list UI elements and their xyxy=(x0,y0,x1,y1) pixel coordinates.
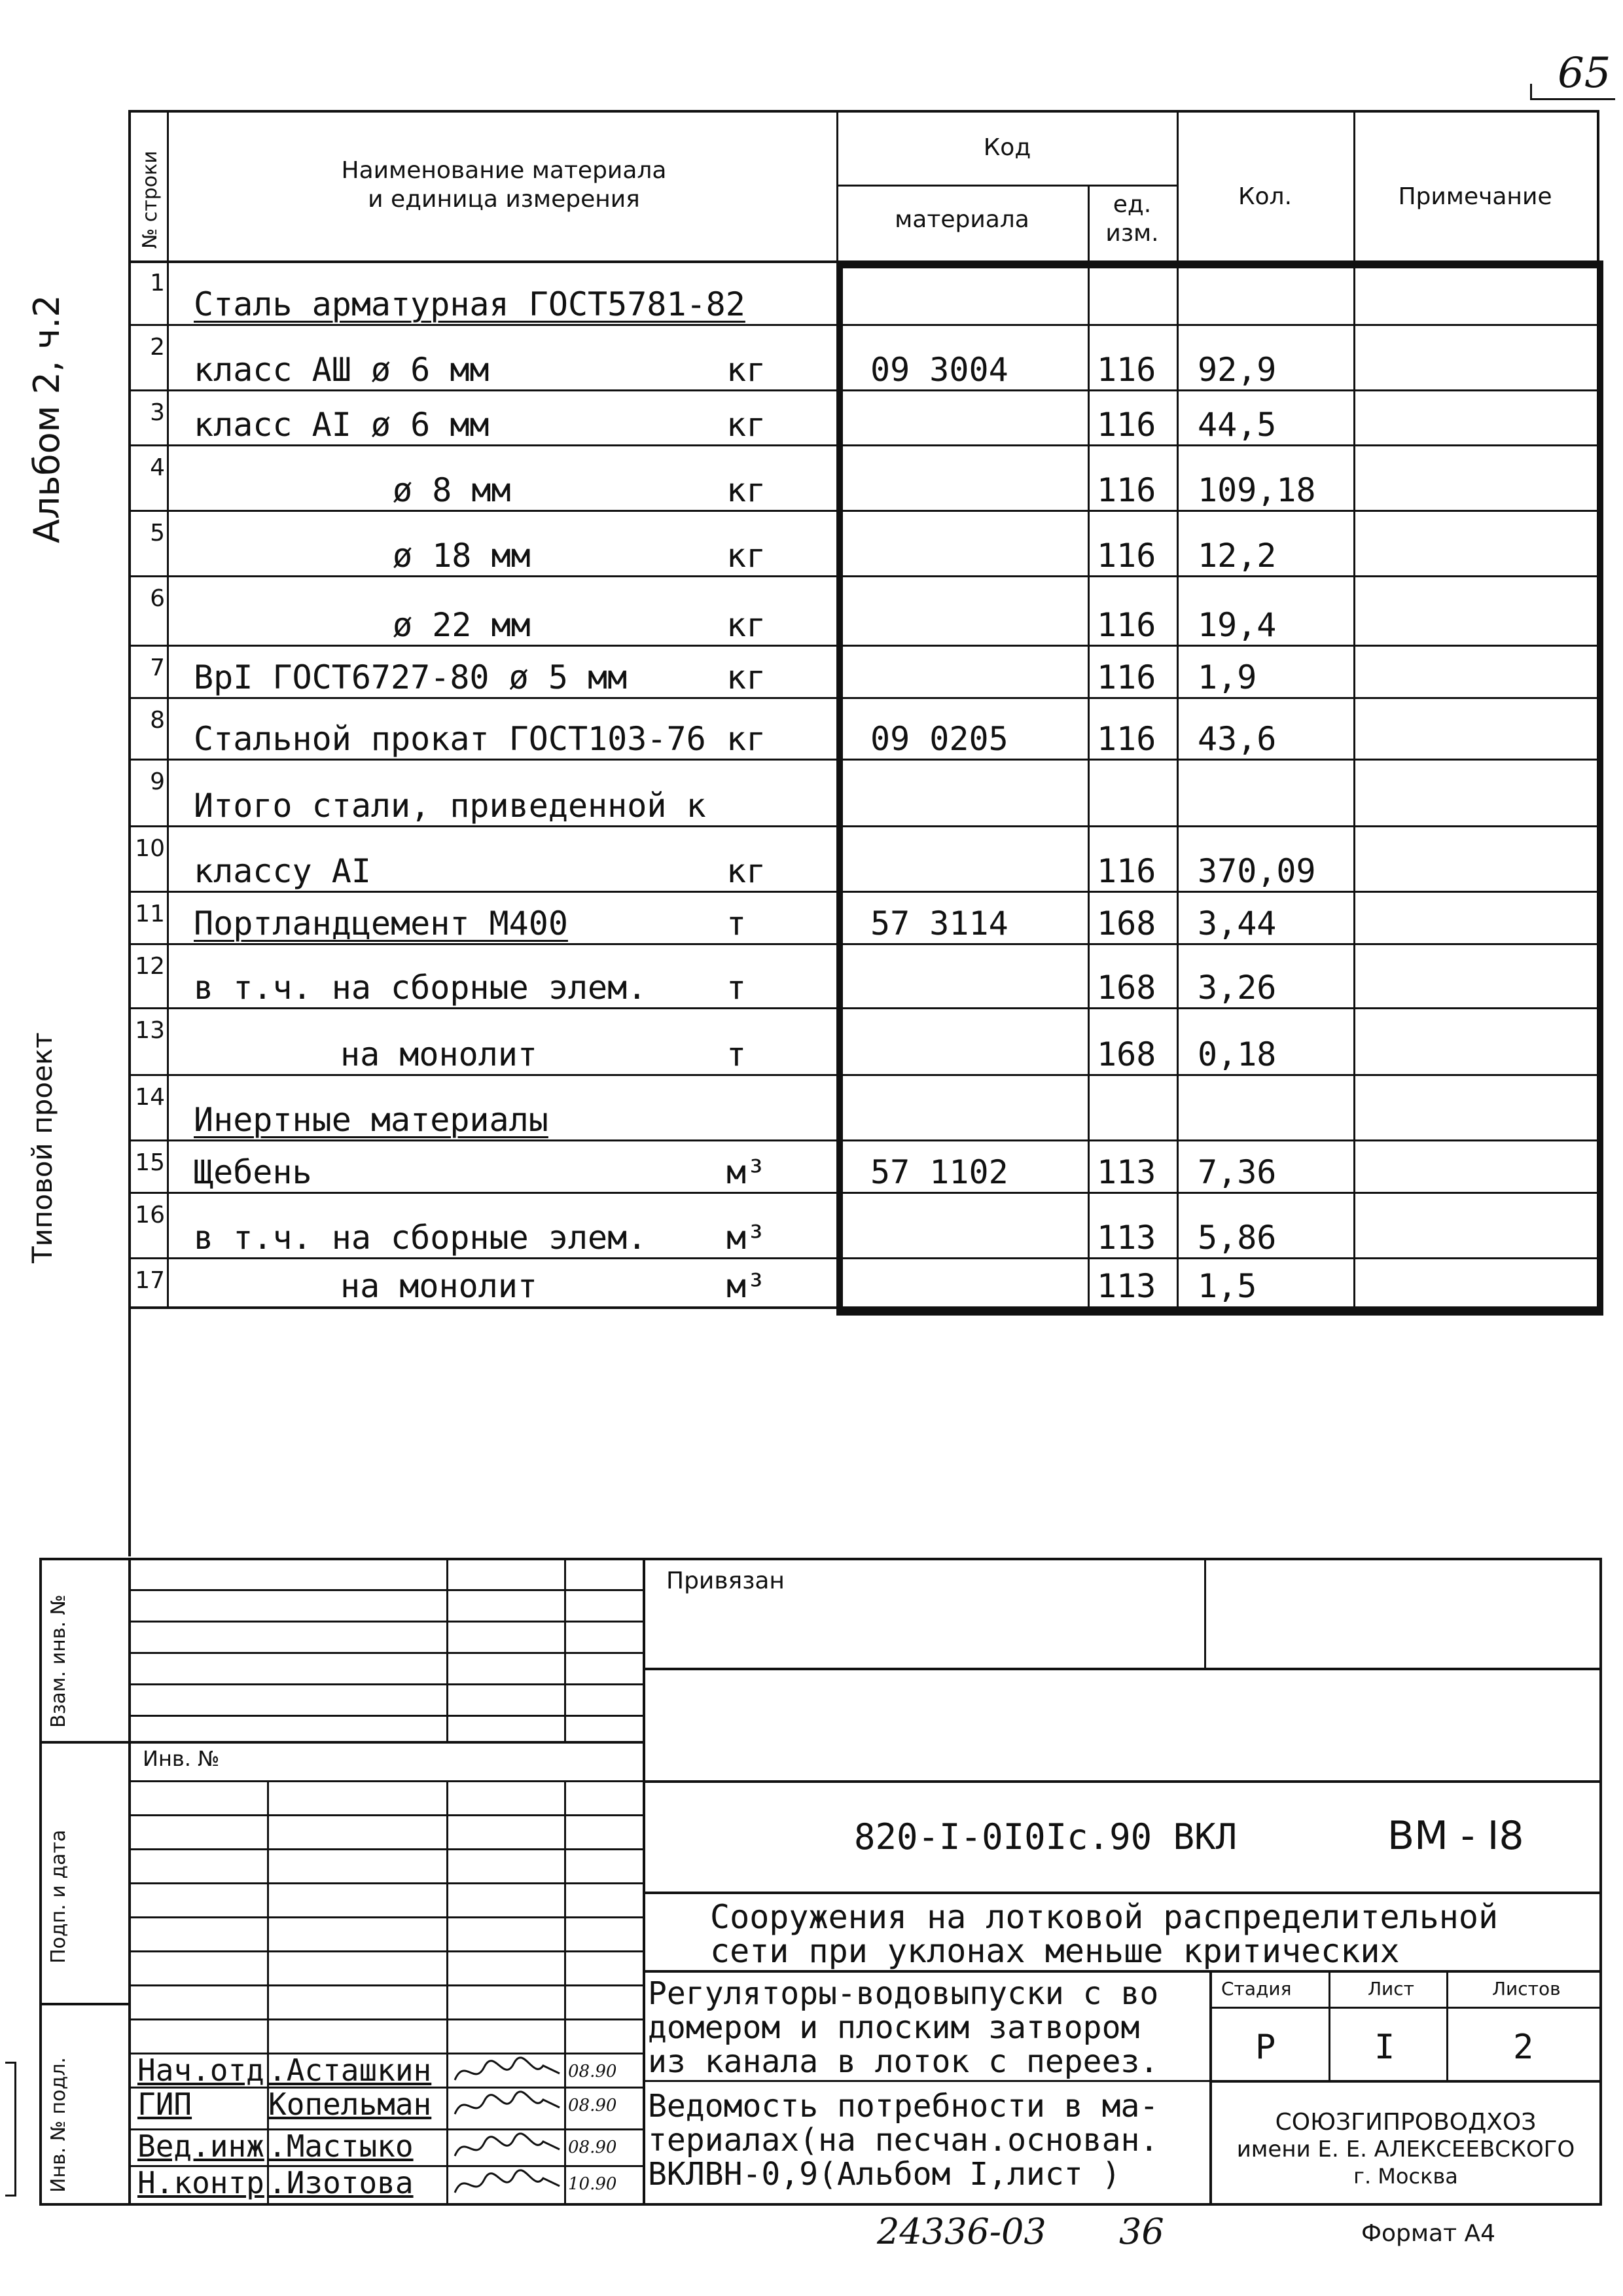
material-name: на монолит xyxy=(340,1035,538,1073)
table-top-border xyxy=(128,110,1599,113)
project-label: Типовой проект xyxy=(26,1032,58,1263)
material-name: класс АШ ø 6 мм xyxy=(194,351,490,389)
stamp-grid-h9 xyxy=(128,1848,643,1850)
row-number: 8 xyxy=(150,707,165,734)
row-line xyxy=(128,324,1599,326)
stamp-side-left xyxy=(39,1558,42,2206)
stamp-top xyxy=(39,1558,1602,1560)
signature-scribble xyxy=(452,2054,563,2090)
stamp-grid-h12 xyxy=(128,1950,643,1952)
material-name: Сталь арматурная ГОСТ5781-82 xyxy=(194,285,745,323)
row-number: 4 xyxy=(150,454,165,481)
quantity: 12,2 xyxy=(1198,537,1277,575)
unit-code: 116 xyxy=(1097,351,1156,389)
signer-date: 10.90 xyxy=(568,2174,617,2194)
signer-name: .Мастыко xyxy=(268,2128,414,2164)
header-note: Примечание xyxy=(1398,183,1552,210)
title-row-bottom xyxy=(643,1970,1602,1973)
row-number: 7 xyxy=(150,655,165,681)
unit-of-measure: м³ xyxy=(726,1267,766,1305)
row-line xyxy=(128,1074,1599,1076)
row-number: 6 xyxy=(150,585,165,612)
unit-code: 116 xyxy=(1097,720,1156,758)
unit-code: 116 xyxy=(1097,537,1156,575)
stamp-grid-h6 xyxy=(128,1741,643,1744)
page-number: 65 xyxy=(1558,49,1611,98)
material-name: на монолит xyxy=(340,1267,538,1305)
quantity: 0,18 xyxy=(1198,1035,1277,1073)
unit-code: 113 xyxy=(1097,1219,1156,1257)
unit-code: 168 xyxy=(1097,1035,1156,1073)
side-podp-label: Подп. и дата xyxy=(47,1829,70,1964)
stamp-grid-h3 xyxy=(128,1652,643,1654)
stamp-grid-h7 xyxy=(128,1780,643,1782)
stamp-left xyxy=(128,1558,131,2206)
row-line xyxy=(128,891,1599,893)
signer-role: Вед.инж xyxy=(137,2128,264,2164)
unit-of-measure: м³ xyxy=(726,1153,766,1191)
row-number: 5 xyxy=(150,520,165,547)
unit-code: 168 xyxy=(1097,905,1156,942)
signer-role: ГИП xyxy=(137,2087,192,2122)
row-line xyxy=(128,1139,1599,1141)
signer-role: Нач.отд xyxy=(137,2053,264,2088)
signer-name: .Асташкин xyxy=(268,2053,432,2088)
desc2-line3: ВКЛВН-0,9(Альбом I,лист ) xyxy=(648,2156,1121,2193)
page-number-tick xyxy=(1530,84,1532,99)
stage-value: Р xyxy=(1255,2028,1276,2067)
header-code: Код xyxy=(983,134,1031,161)
unit-code: 116 xyxy=(1097,658,1156,696)
unit-of-measure: кг xyxy=(726,606,766,644)
material-name: ø 8 мм xyxy=(393,471,511,509)
row-line xyxy=(128,759,1599,761)
row-line xyxy=(128,825,1599,827)
quantity: 1,9 xyxy=(1198,658,1257,696)
unit-code: 116 xyxy=(1097,406,1156,444)
signer-date: 08.90 xyxy=(568,2062,617,2081)
sheets-value: 2 xyxy=(1513,2028,1534,2067)
quantity: 92,9 xyxy=(1198,351,1277,389)
header-row-no: № строки xyxy=(139,151,162,249)
material-code: 09 0205 xyxy=(870,720,1008,758)
unit-code: 113 xyxy=(1097,1153,1156,1191)
material-name: Щебень xyxy=(194,1153,312,1191)
desc-split xyxy=(643,2080,1209,2082)
unit-of-measure: кг xyxy=(726,351,766,389)
inv-no-label: Инв. № xyxy=(143,1746,220,1771)
signer-role: Н.контр xyxy=(137,2165,264,2200)
unit-of-measure: т xyxy=(726,969,747,1007)
side-vzam-label: Взам. инв. № xyxy=(47,1594,70,1728)
title-line1: Сооружения на лотковой распределительной xyxy=(710,1898,1499,1936)
stage-label: Стадия xyxy=(1221,1978,1292,2000)
quantity: 5,86 xyxy=(1198,1219,1277,1257)
code-row-bottom xyxy=(643,1892,1602,1894)
row-line xyxy=(128,943,1599,945)
unit-of-measure: кг xyxy=(726,537,766,575)
stamp-grid-h14 xyxy=(128,2018,643,2020)
code-row-top xyxy=(643,1780,1602,1783)
desc-line2: домером и плоским затвором xyxy=(648,2009,1140,2046)
row-line xyxy=(128,645,1599,647)
privyazan-bottom xyxy=(643,1668,1602,1670)
unit-of-measure: кг xyxy=(726,406,766,444)
quantity: 19,4 xyxy=(1198,606,1277,644)
quantity: 44,5 xyxy=(1198,406,1277,444)
row-line xyxy=(128,575,1599,577)
material-name: Портландцемент М400 xyxy=(194,905,568,942)
stamp-grid-v5 xyxy=(564,1780,566,2203)
org-line1: СОЮЗГИПРОВОДХОЗ xyxy=(1275,2109,1537,2136)
unit-code: 116 xyxy=(1097,852,1156,890)
col-line-rownum xyxy=(167,110,169,1309)
row-line xyxy=(128,510,1599,512)
unit-code: 116 xyxy=(1097,606,1156,644)
row-number: 12 xyxy=(135,953,165,980)
sheet-code: ВМ - I8 xyxy=(1387,1813,1524,1859)
signer-name: .Изотова xyxy=(268,2165,414,2200)
row-number: 9 xyxy=(150,768,165,795)
row-number: 10 xyxy=(135,835,165,862)
row-number: 13 xyxy=(135,1017,165,1044)
quantity: 43,6 xyxy=(1198,720,1277,758)
header-qty: Кол. xyxy=(1238,183,1293,210)
org-line3: г. Москва xyxy=(1353,2164,1458,2189)
material-code: 57 1102 xyxy=(870,1153,1008,1191)
row-number: 3 xyxy=(150,399,165,426)
stamp-grid-v2 xyxy=(564,1558,566,1741)
header-unit-line1: ед. xyxy=(1113,191,1152,218)
table-left-border xyxy=(128,110,131,1556)
sheets-label: Листов xyxy=(1492,1978,1561,2000)
material-name: Стальной прокат ГОСТ103-76 xyxy=(194,720,706,758)
stage-div2 xyxy=(1446,1970,1448,2081)
stamp-grid-h11 xyxy=(128,1916,643,1918)
quantity: 109,18 xyxy=(1198,471,1316,509)
stamp-grid-h8 xyxy=(128,1814,643,1816)
col-line-name xyxy=(836,110,838,262)
signature-scribble xyxy=(452,2088,563,2125)
desc2-line2: териалах(на песчан.основан. xyxy=(648,2122,1159,2159)
material-name: ø 22 мм xyxy=(393,606,531,644)
row-number: 17 xyxy=(135,1267,165,1294)
side-inv-label: Инв. № подл. xyxy=(47,2057,70,2193)
material-code: 09 3004 xyxy=(870,351,1008,389)
stamp-grid-h10 xyxy=(128,1882,643,1884)
stamp-side-div1 xyxy=(39,1741,131,1744)
row-line xyxy=(128,1192,1599,1194)
stamp-side-div2 xyxy=(39,2003,131,2005)
row-number: 14 xyxy=(135,1084,165,1111)
row-number: 1 xyxy=(150,270,165,296)
stage-div1 xyxy=(1329,1970,1330,2081)
signature-scribble xyxy=(452,2130,563,2166)
unit-of-measure: кг xyxy=(726,852,766,890)
stamp-grid-h2 xyxy=(128,1621,643,1623)
side-bracket-mark xyxy=(5,2062,16,2197)
row-number: 15 xyxy=(135,1149,165,1176)
quantity: 3,26 xyxy=(1198,969,1277,1007)
material-code: 57 3114 xyxy=(870,905,1008,942)
desc2-line1: Ведомость потребности в ма- xyxy=(648,2088,1159,2125)
unit-of-measure: т xyxy=(726,1035,747,1073)
material-name: класс АI ø 6 мм xyxy=(194,406,490,444)
signer-date: 08.90 xyxy=(568,2138,617,2157)
row-line xyxy=(128,697,1599,699)
stamp-grid-v1 xyxy=(446,1558,448,1741)
unit-of-measure: кг xyxy=(726,471,766,509)
row-line xyxy=(128,389,1599,391)
stamp-grid-v4 xyxy=(446,1780,448,2203)
desc-line3: из канала в лоток с переез. xyxy=(648,2043,1159,2080)
unit-of-measure: м³ xyxy=(726,1219,766,1257)
stamp-grid-h1 xyxy=(128,1589,643,1591)
stage-label-line xyxy=(1209,2007,1602,2009)
row-number: 2 xyxy=(150,334,165,361)
privyazan-label: Привязан xyxy=(666,1568,785,1594)
unit-code: 116 xyxy=(1097,471,1156,509)
stamp-grid-h5 xyxy=(128,1715,643,1717)
stamp-grid-h13 xyxy=(128,1984,643,1986)
page-number-underline xyxy=(1530,98,1615,100)
row-number: 11 xyxy=(135,901,165,927)
material-name: ВрI ГОСТ6727-80 ø 5 мм xyxy=(194,658,628,696)
desc-line1: Регуляторы-водовыпуски с во xyxy=(648,1975,1159,2012)
privyazan-divider xyxy=(1204,1558,1206,1669)
code-subheader-line xyxy=(836,185,1178,187)
bottom-page: 36 xyxy=(1119,2211,1164,2252)
format-label: Формат А4 xyxy=(1361,2220,1496,2247)
signer-date: 08.90 xyxy=(568,2096,617,2115)
material-name: в т.ч. на сборные элем. xyxy=(194,1219,647,1257)
stage-bottom-line xyxy=(1209,2080,1602,2083)
row-line xyxy=(128,1007,1599,1009)
unit-of-measure: кг xyxy=(726,658,766,696)
quantity: 7,36 xyxy=(1198,1153,1277,1191)
unit-of-measure: кг xyxy=(726,720,766,758)
unit-code: 168 xyxy=(1097,969,1156,1007)
stamp-grid-v6 xyxy=(643,1558,645,2206)
sheet-label: Лист xyxy=(1368,1978,1414,2000)
quantity: 3,44 xyxy=(1198,905,1277,942)
row-line xyxy=(128,444,1599,446)
material-name: Инертные материалы xyxy=(194,1101,548,1139)
bottom-number: 24336-03 xyxy=(877,2211,1046,2252)
header-unit-line2: изм. xyxy=(1105,220,1159,247)
table-bottom-line xyxy=(128,1306,1599,1309)
stamp-bottom xyxy=(39,2203,1602,2206)
unit-of-measure: т xyxy=(726,905,747,942)
material-name: в т.ч. на сборные элем. xyxy=(194,969,647,1007)
row-line xyxy=(128,1257,1599,1259)
header-name-line1: Наименование материала xyxy=(341,157,667,184)
signer-name: Копельман xyxy=(268,2087,432,2122)
sheet-value: I xyxy=(1374,2028,1395,2067)
quantity: 370,09 xyxy=(1198,852,1316,890)
material-name: классу АI xyxy=(194,852,371,890)
doc-code: 820-I-0I0Iс.90 ВКЛ xyxy=(854,1816,1238,1857)
header-name-line2: и единица измерения xyxy=(368,186,640,213)
title-line2: сети при уклонах меньше критических xyxy=(710,1932,1400,1970)
album-label: Альбом 2, ч.2 xyxy=(26,295,67,543)
row-number: 16 xyxy=(135,1202,165,1229)
material-name: ø 18 мм xyxy=(393,537,531,575)
signature-scribble xyxy=(452,2166,563,2203)
header-material: материала xyxy=(895,206,1029,233)
quantity: 1,5 xyxy=(1198,1267,1257,1305)
org-line2: имени Е. Е. АЛЕКСЕЕВСКОГО xyxy=(1236,2136,1575,2162)
material-name: Итого стали, приведенной к xyxy=(194,787,706,825)
unit-code: 113 xyxy=(1097,1267,1156,1305)
stamp-grid-h4 xyxy=(128,1683,643,1685)
